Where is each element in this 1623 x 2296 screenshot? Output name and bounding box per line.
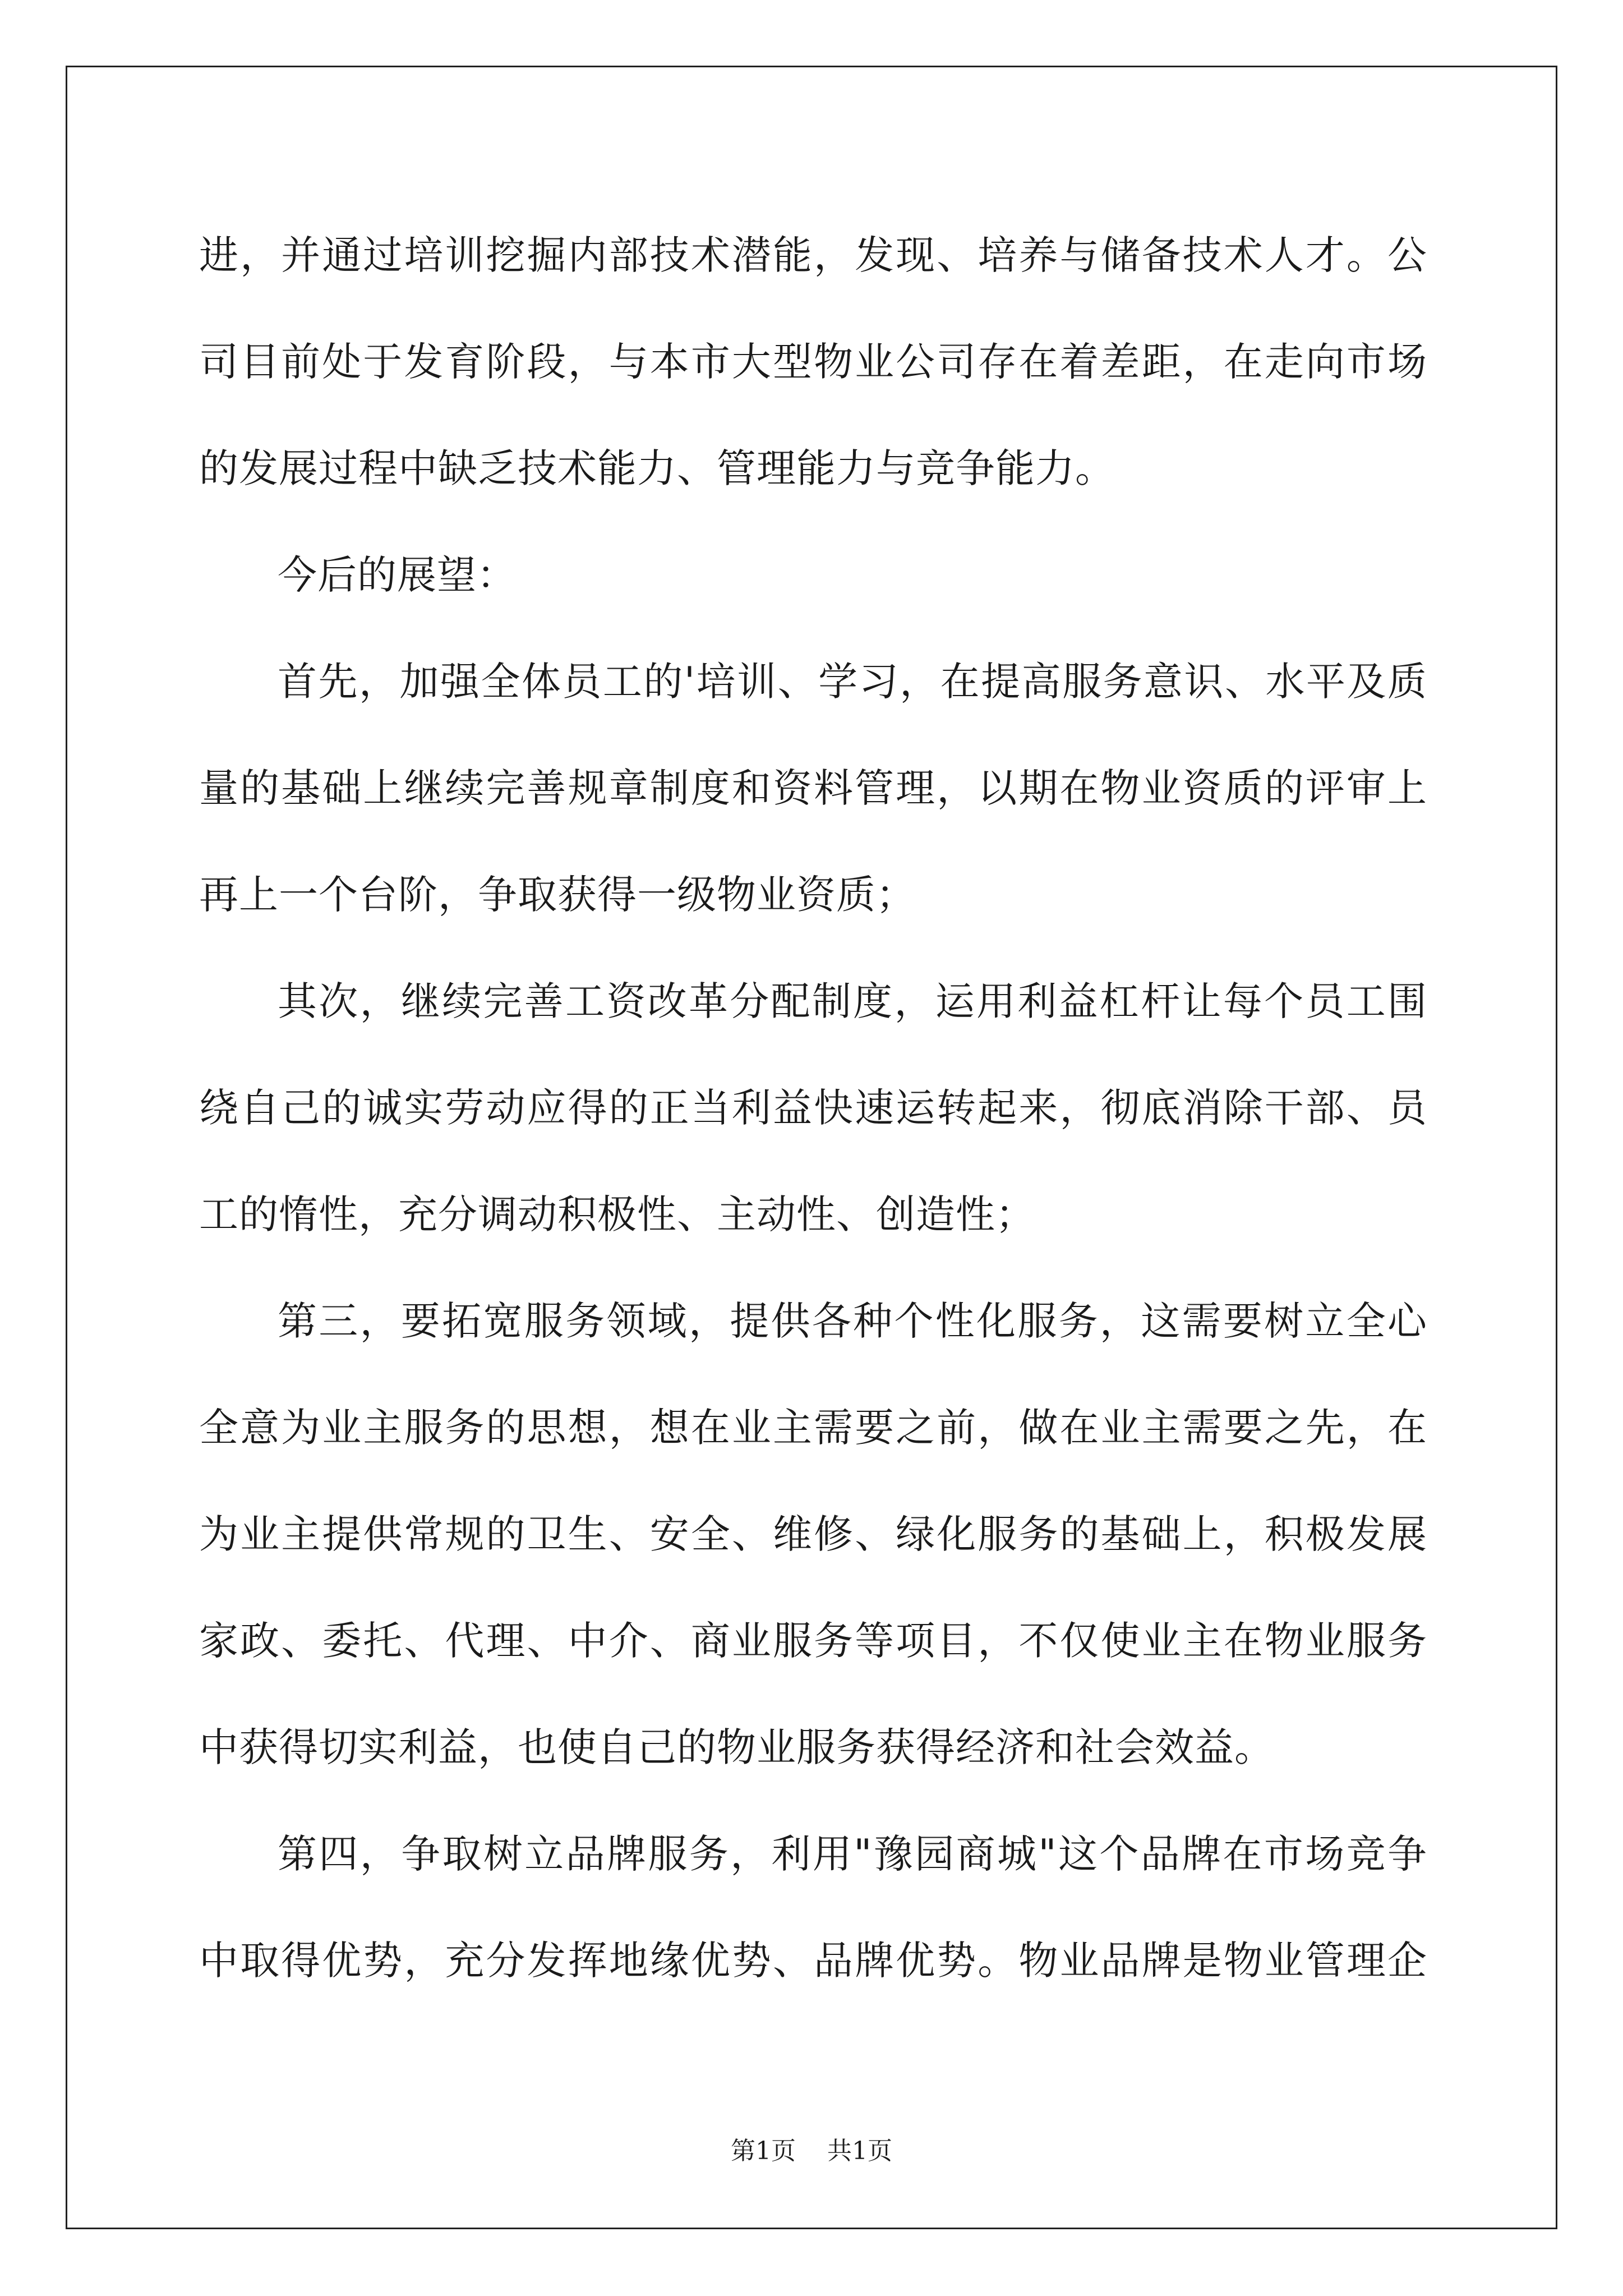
- text-line-14: 家政、委托、代理、中介、商业服务等项目，不仅使业主在物业服务: [199, 1618, 1427, 1664]
- page-footer: [0, 2134, 1623, 2168]
- text-line-4: 今后的展望：: [278, 552, 517, 598]
- text-line-12: 全意为业主服务的思想，想在业主需要之前，做在业主需要之先，在: [199, 1405, 1427, 1451]
- text-line-7: 再上一个台阶，争取获得一级物业资质；: [199, 872, 916, 918]
- page-total: 共1页: [827, 2137, 892, 2165]
- page-number: 第1页: [731, 2137, 796, 2165]
- text-line-6: 量的基础上继续完善规章制度和资料管理，以期在物业资质的评审上: [199, 765, 1427, 811]
- text-line-13: 为业主提供常规的卫生、安全、维修、绿化服务的基础上，积极发展: [199, 1511, 1427, 1557]
- document-body: [199, 202, 1427, 2014]
- text-line-5: 首先，加强全体员工的'培训、学习，在提高服务意识、水平及质: [278, 659, 1427, 705]
- text-line-2: 司目前处于发育阶段，与本市大型物业公司存在着差距，在走向市场: [199, 339, 1427, 385]
- text-line-11: 第三，要拓宽服务领域，提供各种个性化服务，这需要树立全心: [278, 1298, 1427, 1344]
- text-line-8: 其次，继续完善工资改革分配制度，运用利益杠杆让每个员工围: [278, 978, 1427, 1024]
- text-line-9: 绕自己的诚实劳动应得的正当利益快速运转起来，彻底消除干部、员: [199, 1085, 1427, 1131]
- text-line-3: 的发展过程中缺乏技术能力、管理能力与竞争能力。: [199, 445, 1115, 491]
- text-line-1: 进，并通过培训挖掘内部技术潜能，发现、培养与储备技术人才。公: [199, 232, 1427, 278]
- text-line-17: 中取得优势，充分发挥地缘优势、品牌优势。物业品牌是物业管理企: [199, 1938, 1427, 1984]
- text-line-10: 工的惰性，充分调动积极性、主动性、创造性；: [199, 1191, 1035, 1237]
- text-line-15: 中获得切实利益，也使自己的物业服务获得经济和社会效益。: [199, 1724, 1274, 1770]
- text-line-16: 第四，争取树立品牌服务，利用"豫园商城"这个品牌在市场竞争: [278, 1831, 1427, 1877]
